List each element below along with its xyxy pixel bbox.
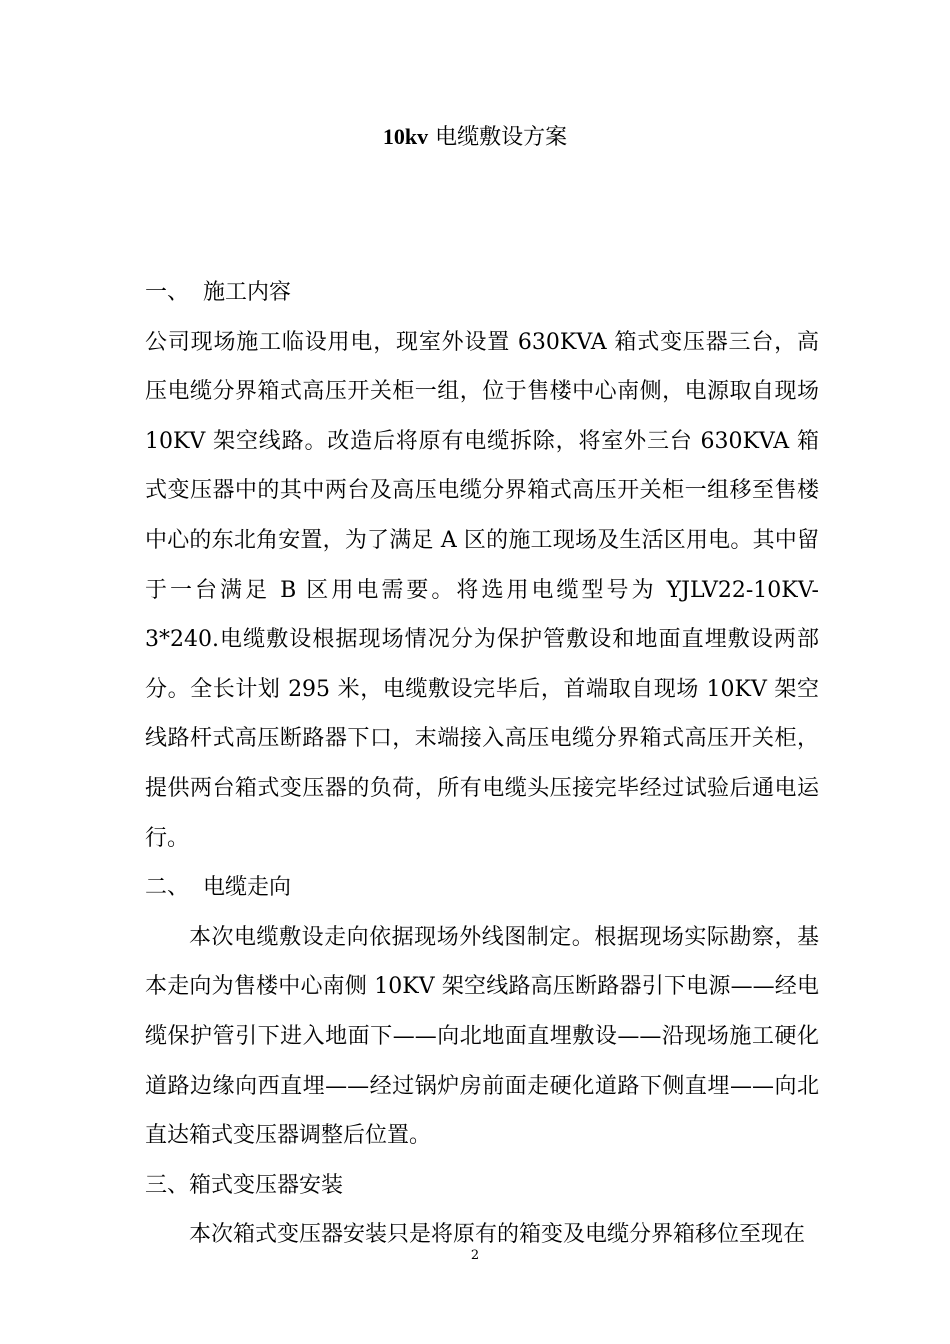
section-paragraph-3: 本次箱式变压器安装只是将原有的箱变及电缆分界箱移位至现在 xyxy=(189,1222,806,1248)
section-heading-3 xyxy=(145,1161,819,1211)
section-number-2: 二、 xyxy=(145,875,190,901)
section-heading-text-1: 施工内容 xyxy=(203,280,292,305)
section-number-1: 一、 xyxy=(145,280,190,305)
document-body xyxy=(145,268,819,1260)
section-paragraph-1: 公司现场施工临设用电，现室外设置 630KVA 箱式变压器三台，高压电缆分界箱式高压开关柜一组，位于售楼中心南侧，电源取自现场 10KV 架空线路。改造后将原有电缆拆除，将室外三台 630KVA 箱式变压器中的其中两台及高压电缆分界箱式高压开关柜一组移至售楼中心的东北角安置，为了满足 A 区的施工现场及生活区用电。其中留于一台满足 B 区用电需要。将选用电缆型号为 YJLV22-10KV-3*240.电缆敷设根据现场情况分为保护管敷设和地面直埋敷设两部分。全长计划 295 米，电缆敷设完毕后，首端取自现场 10KV 架空线路杆式高压断路器下口，末端接入高压电缆分界箱式高压开关柜，提供两台箱式变压器的负荷，所有电缆头压接完毕经过试验后通电运行。 xyxy=(145,329,819,851)
section-paragraph-2: 本次电缆敷设走向依据现场外线图制定。根据现场实际勘察，基本走向为售楼中心南侧 10KV 架空线路高压断路器引下电源——经电缆保护管引下进入地面下——向北地面直埋敷设——沿现场施工硬化道路边缘向西直埋——经过锅炉房前面走硬化道路下侧直埋——向北直达箱式变压器调整后位置。 xyxy=(145,924,819,1149)
section-heading-1 xyxy=(145,268,819,318)
section-number-3: 三、 xyxy=(145,1172,190,1198)
document-title xyxy=(0,122,950,153)
section-heading-2 xyxy=(145,863,819,913)
section-heading-text-3: 箱式变压器安装 xyxy=(189,1172,344,1198)
section-heading-text-2: 电缆走向 xyxy=(203,875,292,901)
title-bold-part: 10kv xyxy=(382,124,429,149)
page-number: 2 xyxy=(470,1248,480,1263)
title-text: 电缆敷设方案 xyxy=(428,125,568,150)
